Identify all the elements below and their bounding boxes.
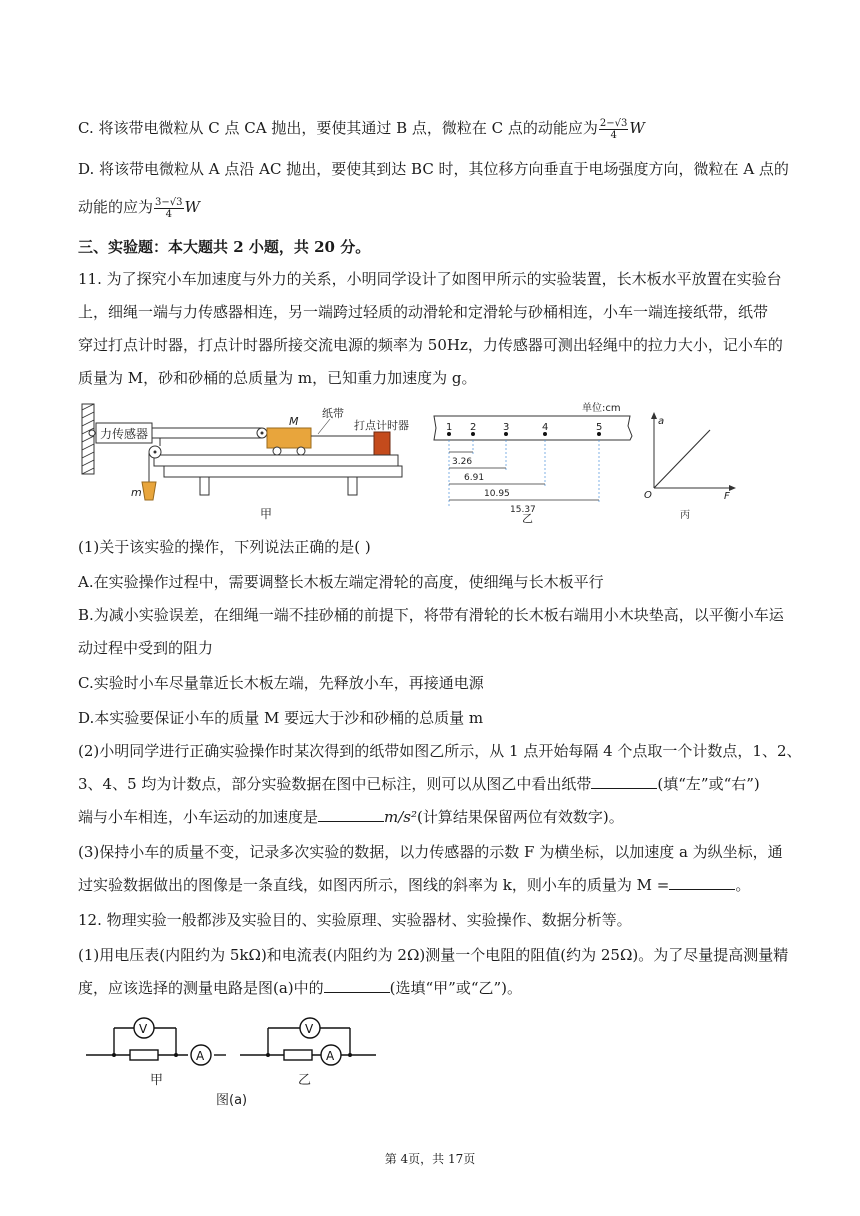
caption-figure-a: 图(a) bbox=[216, 1093, 248, 1108]
tape-unit: 单位:cm bbox=[582, 403, 621, 414]
point-label: 5 bbox=[596, 422, 603, 433]
option-d-line1: D. 将该带电微粒从 A 点沿 AC 抛出，要使其到达 BC 时，其位移方向垂直于电场强度方向，微粒在 A 点的 bbox=[78, 160, 789, 178]
answer-blank bbox=[591, 774, 657, 789]
figure-yi bbox=[434, 402, 632, 525]
q11-figure bbox=[78, 402, 778, 526]
timer-label: 打点计时器 bbox=[354, 419, 409, 432]
point-label: 4 bbox=[542, 422, 549, 433]
voltmeter-label: V bbox=[305, 1022, 314, 1036]
page-footer: 第 4页，共 17页 bbox=[384, 1152, 476, 1166]
caption-jia: 甲 bbox=[260, 507, 273, 521]
distance-label: 15.37 bbox=[510, 505, 536, 515]
circuit-yi bbox=[240, 1018, 376, 1088]
car bbox=[267, 428, 311, 448]
caption-bing: 丙 bbox=[680, 510, 690, 521]
circuit-jia bbox=[86, 1018, 226, 1088]
q11-part2-line3: 端与小车相连，小车运动的加速度是 m/s²(计算结果保留两位有效数字)。 bbox=[78, 808, 624, 826]
board bbox=[154, 455, 398, 466]
point-label: 2 bbox=[470, 422, 477, 433]
graph-y-label: a bbox=[658, 416, 665, 427]
q11-option-a: A.在实验操作过程中，需要调整长木板左端定滑轮的高度，使细绳与长木板平行 bbox=[78, 573, 604, 591]
caption-yi: 乙 bbox=[522, 512, 533, 525]
graph-origin: O bbox=[644, 490, 652, 501]
q11-line: 上，细绳一端与力传感器相连，另一端跨过轻质的动滑轮和定滑轮与砂桶相连，小车一端连接纸带，纸带 bbox=[78, 303, 769, 321]
timer bbox=[374, 432, 390, 456]
ammeter-label: A bbox=[196, 1049, 205, 1063]
q11-part2-line1: (2)小明同学进行正确实验操作时某次得到的纸带如图乙所示，从 1 点开始每隔 4 个点取一个计数点，1、2、 bbox=[78, 742, 802, 760]
tape-label: 纸带 bbox=[322, 407, 344, 420]
bucket-label: m bbox=[131, 486, 142, 499]
circuit-figure bbox=[80, 1012, 390, 1112]
resistor bbox=[130, 1050, 158, 1060]
graph-x-label: F bbox=[724, 491, 730, 502]
q12-line3: 度，应该选择的测量电路是图(a)中的 (选填“甲”或“乙”)。 bbox=[78, 979, 523, 997]
answer-blank bbox=[318, 807, 384, 822]
option-c-line: C. 将该带电微粒从 C 点 CA 抛出，要使其通过 B 点，微粒在 C 点的动能应为 $\frac{2-√3}{4}$ W bbox=[78, 117, 645, 141]
q11-part3-line1: (3)保持小车的质量不变，记录多次实验的数据，以力传感器的示数 F 为横坐标，以加速度 a 为纵坐标，通 bbox=[78, 843, 783, 861]
distance-label: 3.26 bbox=[452, 457, 473, 467]
fraction: $\frac{3-√3}{4}$ bbox=[155, 196, 183, 220]
force-sensor-label: 力传感器 bbox=[100, 427, 149, 441]
answer-blank bbox=[669, 875, 735, 890]
q11-line: 穿过打点计时器，打点计时器所接交流电源的频率为 50Hz，力传感器可测出轻绳中的拉力大小，记小车的 bbox=[78, 336, 783, 354]
sand-bucket bbox=[142, 482, 156, 500]
q11-line: 质量为 M，砂和砂桶的总质量为 m，已知重力加速度为 g。 bbox=[78, 369, 477, 387]
q11-option-b1: B.为减小实验误差，在细绳一端不挂砂桶的前提下，将带有滑轮的长木板右端用小木块垫高，以平衡小车运 bbox=[78, 606, 784, 624]
q11-option-d: D.本实验要保证小车的质量 M 要远大于沙和砂桶的总质量 m bbox=[78, 709, 484, 727]
figure-bing bbox=[644, 412, 736, 521]
answer-blank bbox=[324, 978, 390, 993]
section-title: 三、实验题：本大题共 2 小题，共 20 分。 bbox=[78, 238, 371, 256]
point-label: 1 bbox=[446, 422, 453, 433]
q11-option-c: C.实验时小车尽量靠近长木板左端，先释放小车，再接通电源 bbox=[78, 674, 484, 692]
car-label: M bbox=[289, 415, 299, 428]
q11-part2-line2: 3、4、5 均为计数点，部分实验数据在图中已标注，则可以从图乙中看出纸带 (填“左”或“右”) bbox=[78, 775, 760, 793]
q12-line1: 12. 物理实验一般都涉及实验目的、实验原理、实验器材、实验操作、数据分析等。 bbox=[78, 911, 632, 929]
point-label: 3 bbox=[503, 422, 510, 433]
caption-jia: 甲 bbox=[150, 1073, 164, 1088]
q11-option-b2: 动过程中受到的阻力 bbox=[78, 639, 214, 657]
q11-line: 11. 为了探究小车加速度与外力的关系，小明同学设计了如图甲所示的实验装置，长木板水平放置在实验台 bbox=[78, 270, 782, 288]
caption-yi: 乙 bbox=[298, 1073, 312, 1088]
figure-jia bbox=[82, 404, 409, 521]
distance-label: 10.95 bbox=[484, 489, 510, 499]
fraction: $\frac{2-√3}{4}$ bbox=[599, 117, 628, 141]
ammeter-label: A bbox=[326, 1049, 335, 1063]
q11-part1-stem: (1)关于该实验的操作，下列说法正确的是( ) bbox=[78, 538, 371, 556]
voltmeter-label: V bbox=[139, 1022, 148, 1036]
distance-label: 6.91 bbox=[464, 473, 485, 483]
q12-line2: (1)用电压表(内阻约为 5kΩ)和电流表(内阻约为 2Ω)测量一个电阻的阻值(约为 25Ω)。为了尽量提高测量精 bbox=[78, 946, 789, 964]
resistor bbox=[284, 1050, 312, 1060]
q11-part3-line2: 过实验数据做出的图像是一条直线，如图丙所示，图线的斜率为 k，则小车的质量为 M = 。 bbox=[78, 876, 751, 894]
option-d-line2: 动能的应为 $\frac{3-√3}{4}$ W bbox=[78, 196, 200, 220]
